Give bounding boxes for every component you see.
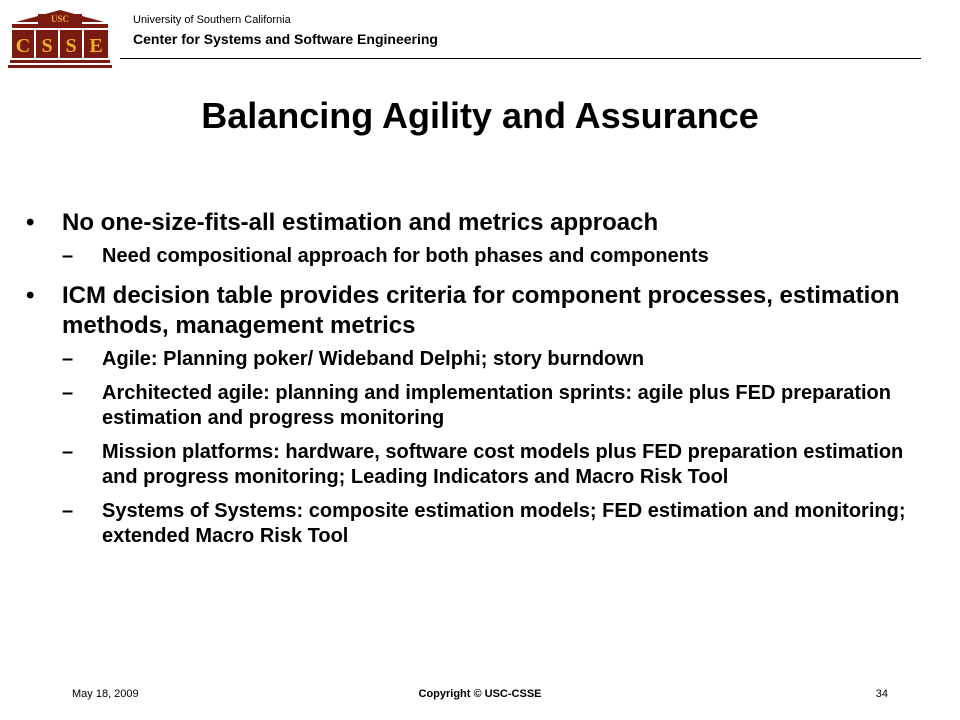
page-number: 34	[875, 688, 888, 700]
logo-lintel	[12, 24, 108, 28]
usc-csse-logo	[8, 8, 112, 70]
bullet-text: ICM decision table provides criteria for component processes, estimation methods, management metrics	[62, 282, 900, 339]
bullet-1	[26, 208, 906, 238]
sub-bullet-text: Architected agile: planning and implementation sprints: agile plus FED preparation estimation and progress monitoring	[102, 382, 891, 429]
bullet-marker: •	[26, 282, 35, 309]
dash-marker: –	[62, 441, 74, 463]
logo-letter-3: S	[65, 35, 77, 57]
dash-marker: –	[62, 245, 74, 267]
bullet-marker: •	[26, 209, 35, 236]
logo-step-1	[10, 60, 110, 63]
sub-bullet-1-1	[62, 244, 906, 269]
footer-date: May 18, 2009	[72, 688, 139, 700]
slide-title: Balancing Agility and Assurance	[201, 95, 759, 136]
logo-letter-1: C	[15, 35, 31, 57]
logo-graphic	[8, 8, 112, 70]
header-divider	[120, 58, 921, 59]
sub-bullet-text: Mission platforms: hardware, software cost models plus FED preparation estimation and progress monitoring; Leading Indicators and Macro Risk Tool	[102, 441, 904, 488]
dash-marker: –	[62, 500, 74, 522]
dash-marker: –	[62, 348, 74, 370]
sub-bullet-2-3	[62, 440, 906, 490]
bullet-text: No one-size-fits-all estimation and metrics approach	[62, 209, 659, 236]
sub-bullet-2-2	[62, 381, 906, 431]
organization-name: University of Southern California	[133, 14, 291, 26]
logo-letter-4: E	[89, 35, 103, 57]
sub-bullet-text: Agile: Planning poker/ Wideband Delphi; story burndown	[102, 348, 645, 370]
sub-bullet-text: Need compositional approach for both phases and components	[102, 245, 709, 267]
bullet-2	[26, 281, 906, 341]
logo-step-2	[8, 65, 112, 68]
slide-body	[26, 208, 906, 558]
logo-letter-2: S	[41, 35, 53, 57]
sub-bullet-2-1	[62, 347, 906, 372]
footer-copyright: Copyright © USC-CSSE	[418, 688, 542, 700]
dash-marker: –	[62, 382, 74, 404]
sub-bullet-text: Systems of Systems: composite estimation models; FED estimation and monitoring; extended Macro Risk Tool	[102, 500, 906, 547]
center-name: Center for Systems and Software Engineering	[133, 31, 438, 47]
sub-bullet-2-4	[62, 499, 906, 549]
logo-usc-text: USC	[50, 14, 70, 24]
